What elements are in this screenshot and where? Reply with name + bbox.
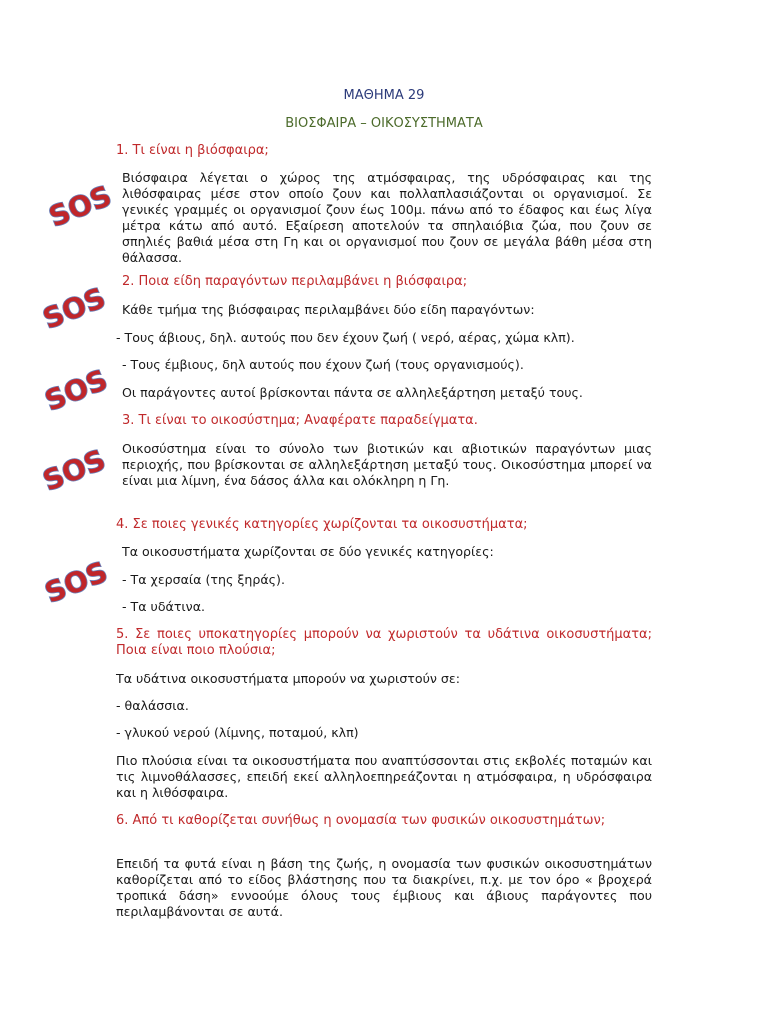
answer-4-item: - Τα υδάτινα. bbox=[122, 599, 206, 614]
svg-text:SOS: SOS bbox=[38, 443, 111, 498]
question-3: 3. Τι είναι το οικοσύστημα; Αναφέρατε παραδείγματα. bbox=[122, 413, 478, 428]
answer-2-item: - Τους έμβιους, δηλ αυτούς που έχουν ζωή (τους οργανισμούς). bbox=[122, 357, 524, 372]
sos-stamp bbox=[37, 277, 111, 338]
svg-text:SOS: SOS bbox=[40, 363, 113, 418]
svg-text:SOS: SOS bbox=[38, 281, 111, 336]
answer-3-paragraph: Οικοσύστημα είναι το σύνολο των βιοτικών και αβιοτικών παραγόντων μιας περιοχής, που βρίσκονται σε αλληλεξάρτηση μεταξύ τους. Οικοσύστημα μπορεί να είναι μια λίμνη, ένα δάσος άλλα και ολόκληρη η Γη. bbox=[122, 441, 652, 488]
question-5: 5. Σε ποιες υποκατηγορίες μπορούν να χωριστούν τα υδάτινα οικοσυστήματα; Ποια είναι ποιο πλούσια; bbox=[116, 627, 652, 658]
answer-2-paragraph: Οι παράγοντες αυτοί βρίσκονται πάντα σε αλληλεξάρτηση μεταξύ τους. bbox=[122, 385, 583, 400]
question-1: 1. Τι είναι η βιόσφαιρα; bbox=[116, 143, 269, 158]
subject-title: ΒΙΟΣΦΑΙΡΑ – ΟΙΚΟΣΥΣΤΗΜΑΤΑ bbox=[285, 116, 483, 131]
sos-stamp bbox=[39, 551, 113, 612]
answer-1-paragraph: Βιόσφαιρα λέγεται ο χώρος της ατμόσφαιρας, της υδρόσφαιρας και της λιθόσφαιρας μέσε στον οποίο ζουν και πολλαπλασιάζονται οι οργανισμοί. Σε γενικές γραμμές οι οργανισμοί ζουν έως 100μ. πάνω από το έδαφος και έως λίγα μέτρα κάτω από αυτό. Εξαίρεση αποτελούν τα σπηλαιόβια ζώα, που ζουν σε σπηλιές βαθιά μέσα στη Γη και οι οργανισμοί που ζουν σε μεγάλα βάθη μέσα στη θάλασσα. bbox=[122, 170, 652, 265]
answer-5-item: - γλυκού νερού (λίμνης, ποταμού, κλπ) bbox=[116, 725, 359, 740]
answer-6-paragraph: Επειδή τα φυτά είναι η βάση της ζωής, η ονομασία των φυσικών οικοσυστημάτων καθορίζεται από το είδος βλάστησης που τα διακρίνει, π.χ. με τον όρο « βροχερά τροπικά δάση» εννοούμε όλους τους έμβιους και άβιους παράγοντες που περιλαμβάνονται σε αυτά. bbox=[116, 856, 652, 919]
svg-text:SOS: SOS bbox=[40, 555, 113, 610]
question-4: 4. Σε ποιες γενικές κατηγορίες χωρίζονται τα οικοσυστήματα; bbox=[116, 517, 528, 532]
sos-stamp bbox=[43, 175, 117, 236]
sos-stamp bbox=[39, 359, 113, 420]
question-6: 6. Από τι καθορίζεται συνήθως η ονομασία των φυσικών οικοσυστημάτων; bbox=[116, 813, 606, 828]
answer-5-item: - θαλάσσια. bbox=[116, 698, 189, 713]
answer-2-item: - Τους άβιους, δηλ. αυτούς που δεν έχουν ζωή ( νερό, αέρας, χώμα κλπ). bbox=[116, 330, 575, 345]
answer-5-paragraph: Πιο πλούσια είναι τα οικοσυστήματα που αναπτύσσονται στις εκβολές ποταμών και τις λιμνοθάλασσες, επειδή εκεί αλληλοεπηρεάζονται η ατμόσφαιρα, η υδρόσφαιρα και η λιθόσφαιρα. bbox=[116, 753, 652, 800]
question-2: 2. Ποια είδη παραγόντων περιλαμβάνει η βιόσφαιρα; bbox=[122, 274, 468, 289]
answer-2-paragraph: Κάθε τμήμα της βιόσφαιρας περιλαμβάνει δύο είδη παραγόντων: bbox=[122, 302, 535, 317]
sos-stamp bbox=[37, 439, 111, 500]
answer-5-paragraph: Τα υδάτινα οικοσυστήματα μπορούν να χωριστούν σε: bbox=[116, 671, 460, 686]
answer-4-item: - Τα χερσαία (της ξηράς). bbox=[122, 572, 285, 587]
lesson-title: ΜΑΘΗΜΑ 29 bbox=[343, 88, 425, 103]
answer-4-paragraph: Τα οικοσυστήματα χωρίζονται σε δύο γενικές κατηγορίες: bbox=[122, 544, 494, 559]
svg-text:SOS: SOS bbox=[44, 179, 117, 234]
